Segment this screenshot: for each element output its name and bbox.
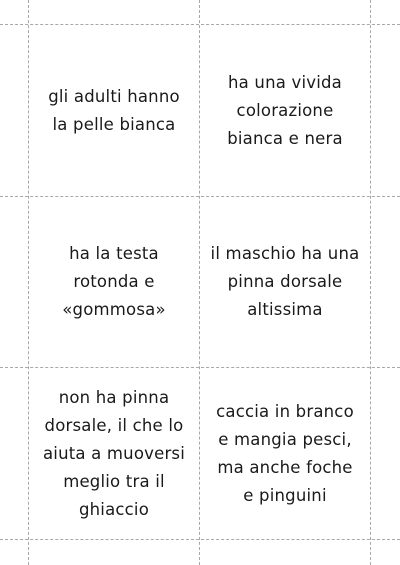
card-1 — [29, 25, 199, 196]
card-3 — [29, 197, 199, 367]
card-1-text: gli adulti hanno la pelle bianca — [48, 86, 180, 134]
card-6 — [200, 368, 370, 539]
card-4 — [200, 197, 370, 367]
card-3-text: ha la testa rotonda e «gommosa» — [62, 244, 166, 319]
cut-line-vertical-right — [370, 0, 371, 565]
card-2 — [200, 25, 370, 196]
cut-line-horizontal-4 — [0, 539, 400, 540]
card-6-text: caccia in branco e mangia pesci, ma anche foche e pinguini — [216, 401, 354, 505]
card-4-text: il maschio ha una pinna dorsale altissima — [210, 244, 360, 319]
card-2-text: ha una vivida colorazione bianca e nera — [227, 72, 343, 148]
card-5 — [29, 368, 199, 539]
card-5-text: non ha pinna dorsale, il che lo aiuta a muoversi meglio tra il ghiaccio — [42, 387, 186, 519]
